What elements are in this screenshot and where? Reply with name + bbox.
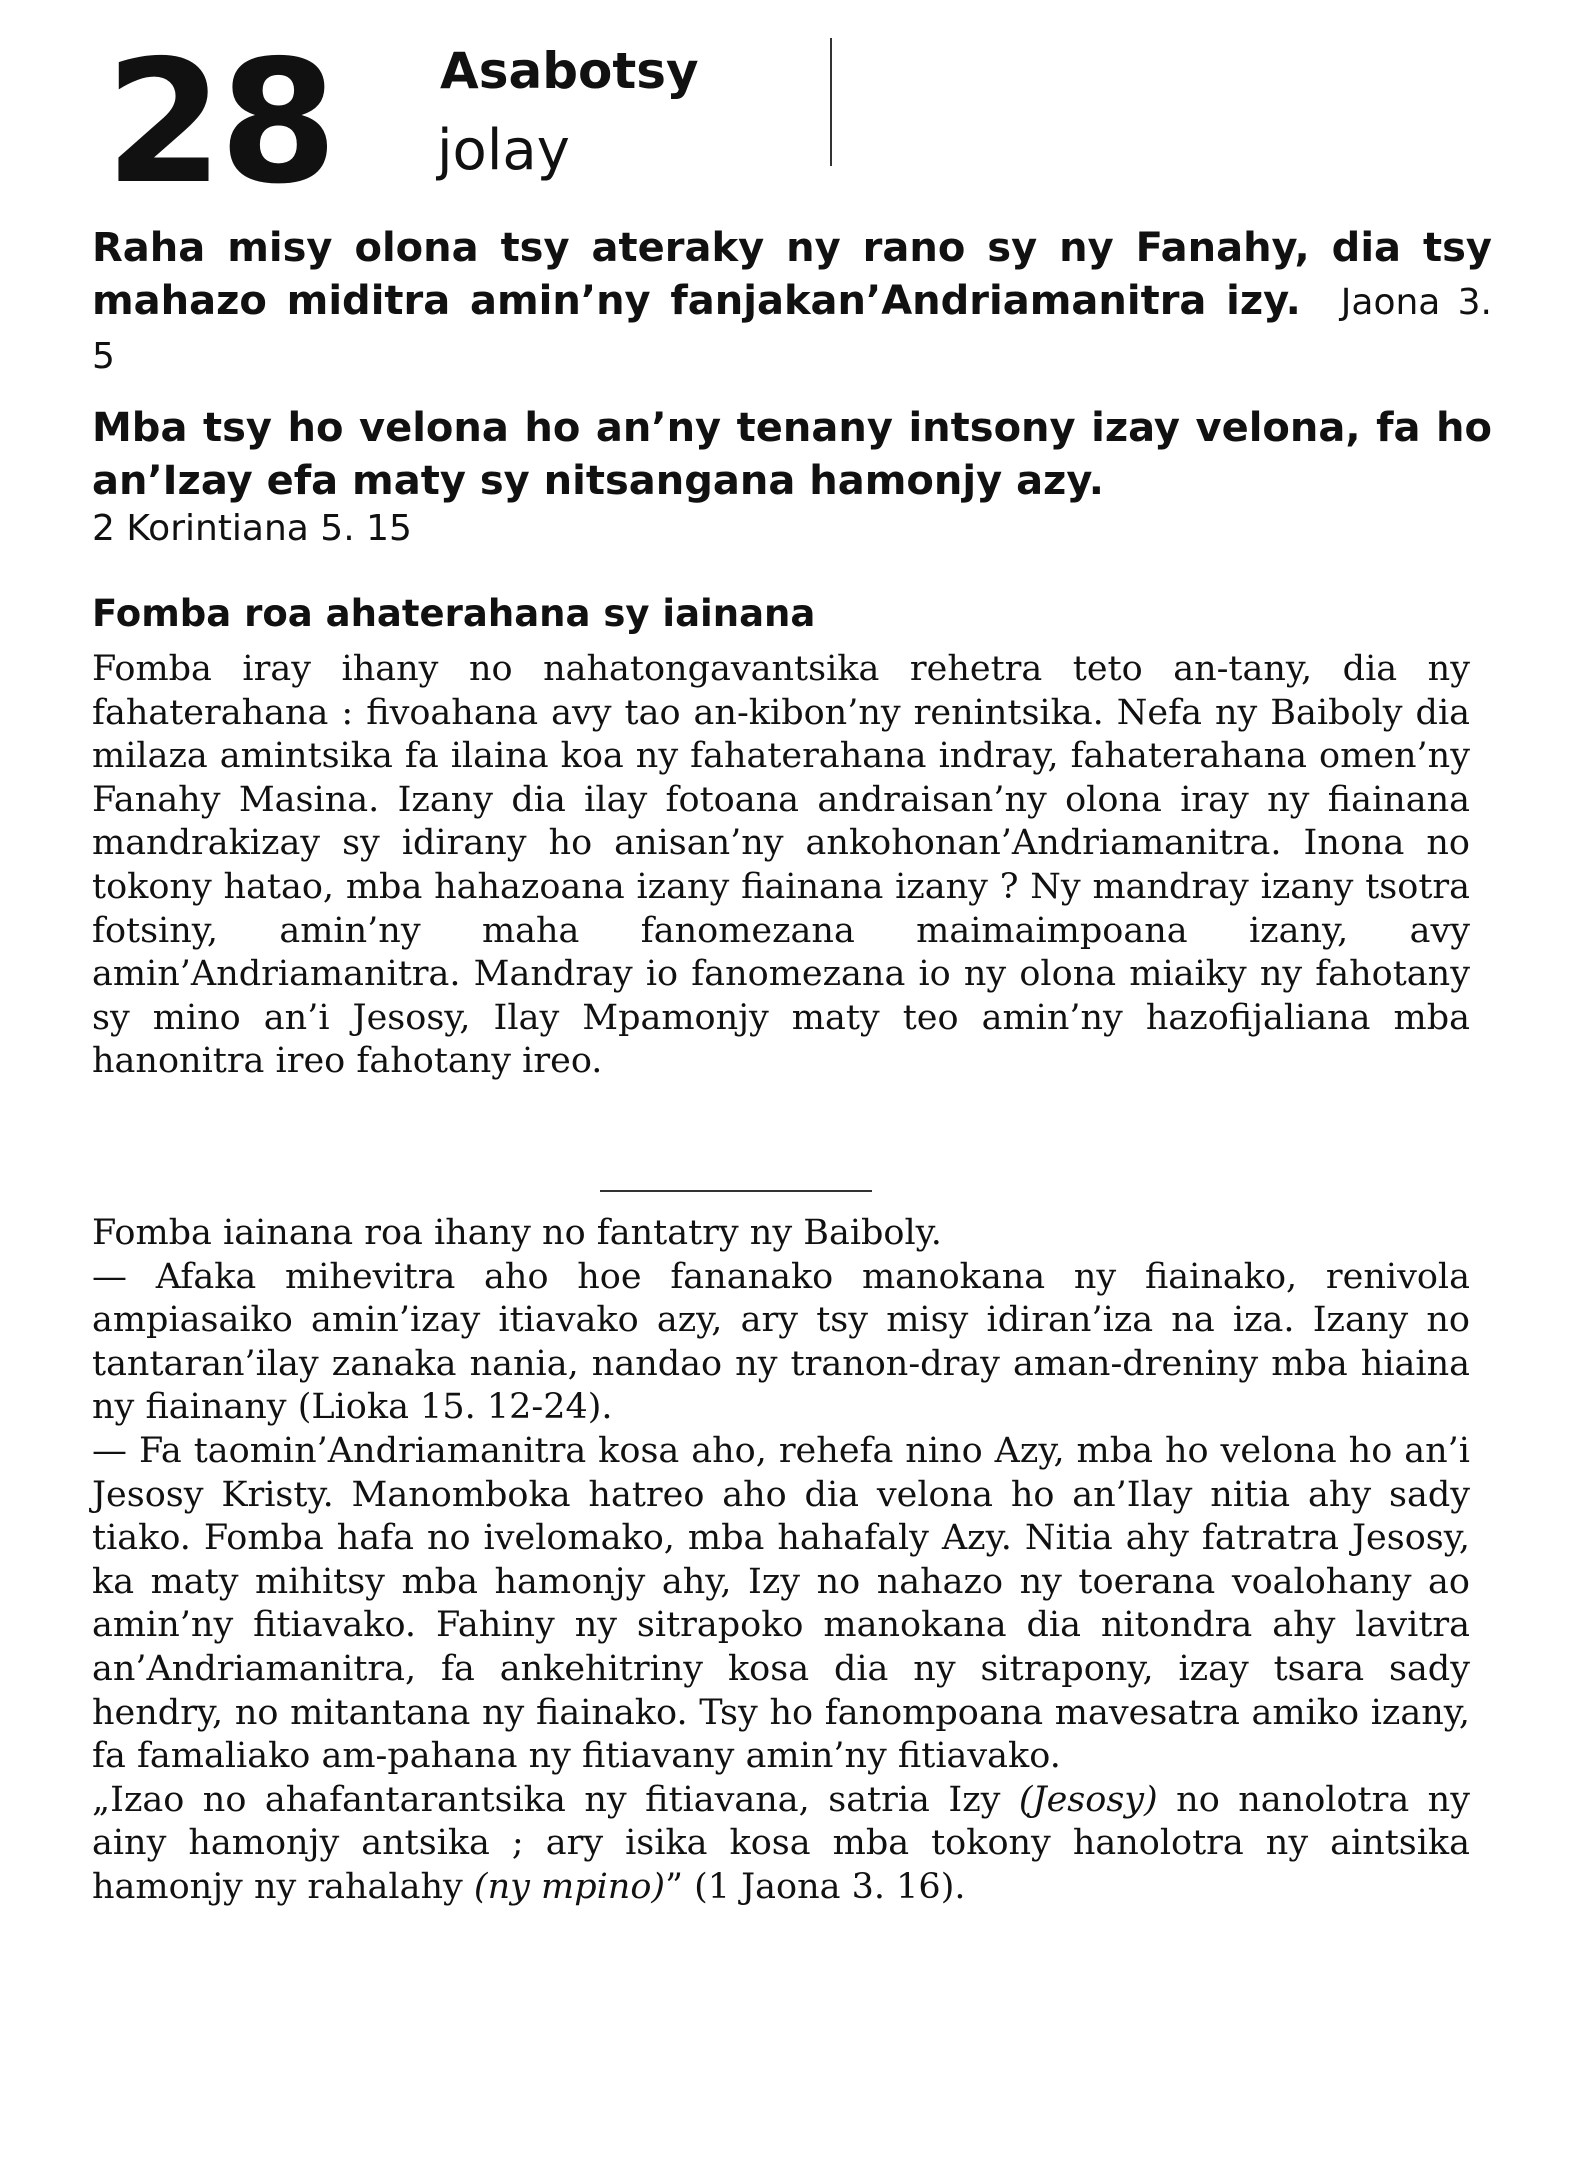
intro-2-text: Fomba iainana roa ihany no fantatry ny Baiboly. <box>92 1213 942 1253</box>
header-divider <box>830 38 832 166</box>
verse-1 <box>92 222 1492 383</box>
verse-1-reference: Jaona 3. 5 <box>92 282 1492 377</box>
quote-part-3: ” (1 Jaona 3. 16). <box>665 1866 966 1907</box>
verse-2-reference: 2 Korintiana 5. 15 <box>92 508 412 549</box>
meditation-title: Fomba roa ahaterahana sy iainana <box>92 592 816 635</box>
day-number: 28 <box>105 24 334 222</box>
dash-item-1: — Afaka mihevitra aho hoe fananako manokana ny fiainako, renivola ampiasaiko amin’izay itiavako azy, ary tsy misy idiran’iza na iza. Izany no tantaran’ilay zanaka nania, nandao ny tranon-dray aman-dreniny mba hiaina ny fiainany (Lioka 15. 12-24). <box>92 1256 1470 1428</box>
meditation-paragraph-1 <box>92 648 1470 1084</box>
quote-italic-1: (Jesosy) <box>1018 1779 1158 1820</box>
month: jolay <box>437 118 570 183</box>
section-divider <box>600 1190 872 1192</box>
verse-1-text: Raha misy olona tsy ateraky ny rano sy ny Fanahy, dia tsy mahazo miditra amin’ny fanjakan’Andriamanitra izy. <box>92 225 1492 324</box>
weekday: Asabotsy <box>440 42 699 100</box>
dash-item-2: — Fa taomin’Andriamanitra kosa aho, rehefa nino Azy, mba ho velona ho an’i Jesosy Kristy. Manomboka hatreo aho dia velona ho an’Ilay nitia ahy sady tiako. Fomba hafa no ivelomako, mba hahafaly Azy. Nitia ahy fatratra Jesosy, ka maty mihitsy mba hamonjy ahy, Izy no nahazo ny toerana voalohany ao amin’ny fitiavako. Fahiny ny sitrapoko manokana dia nitondra ahy lavitra an’Andriamanitra, fa ankehitriny kosa dia ny sitrapony, izay tsara sady hendry, no mitantana ny fiainako. Tsy ho fanompoana mavesatra amiko izany, fa famaliako am-pahana ny fitiavany amin’ny fitiavako. <box>92 1430 1470 1777</box>
quote-italic-2: (ny mpino) <box>473 1866 666 1907</box>
verse-2 <box>92 402 1492 508</box>
quote-part-2: no nanolotra ny ainy hamonjy antsika ; ary isika kosa mba tokony hanolotra ny aintsika hamonjy ny rahalahy <box>92 1779 1470 1907</box>
quote-part-1: „Izao no ahafantarantsika ny fitiavana, satria Izy <box>92 1779 1019 1820</box>
paragraph-1-text: Fomba iray ihany no nahatongavantsika rehetra teto an-tany, dia ny fahaterahana : fivoahana avy tao an-kibon’ny renintsika. Nefa ny Baiboly dia milaza amintsika fa ilaina koa ny fahaterahana indray, fahaterahana omen’ny Fanahy Masina. Izany dia ilay fotoana andraisan’ny olona iray ny fiainana mandrakizay sy idirany ho anisan’ny ankohonan’Andriamanitra. Inona no tokony hatao, mba hahazoana izany fiainana izany ? Ny mandray izany tsotra fotsiny, amin’ny maha fanomezana maimaimpoana izany, avy amin’Andriamanitra. Mandray io fanomezana io ny olona miaiky ny fahotany sy mino an’i Jesosy, Ilay Mpamonjy maty teo amin’ny hazofijaliana mba hanonitra ireo fahotany ireo. <box>92 649 1470 1082</box>
verse-2-text: Mba tsy ho velona ho an’ny tenany intsony izay velona, fa ho an’Izay efa maty sy nitsangana hamonjy azy. <box>92 405 1492 504</box>
meditation-section-2 <box>92 1212 1470 1910</box>
closing-quote <box>92 1779 1470 1910</box>
